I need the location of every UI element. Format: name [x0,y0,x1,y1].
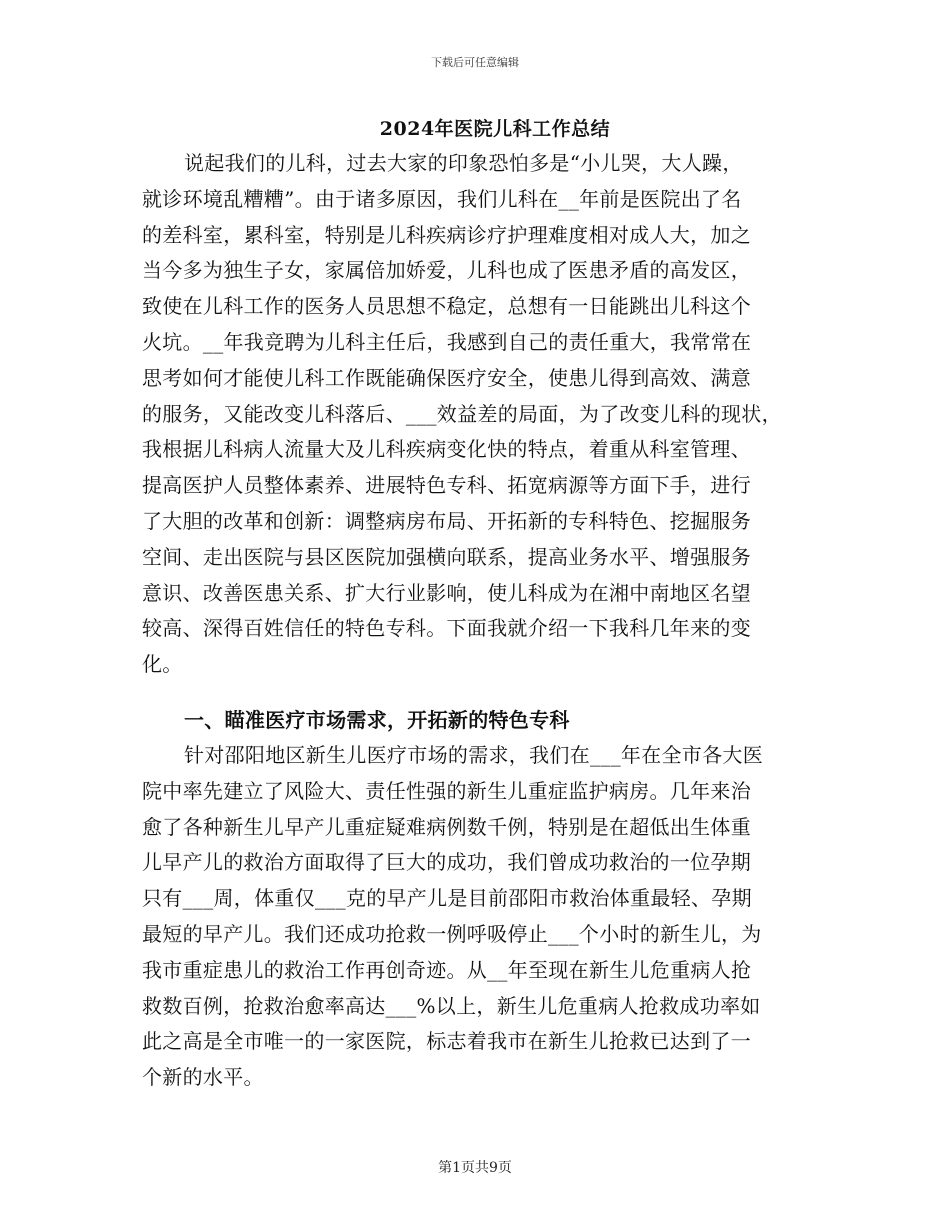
paragraph-line: 愈了各种新生儿早产儿重症疑难病例数千例，特别是在超低出生体重 [142,814,751,839]
paragraph-line: 院中率先建立了风险大、责任性强的新生儿重症监护病房。几年来治 [142,778,751,803]
paragraph-line: 化。 [142,652,183,677]
paragraph-line: 当今多为独生子女，家属倍加娇爱，儿科也成了医患矛盾的高发区， [142,258,751,283]
paragraph-line: 说起我们的儿科，过去大家的印象恐怕多是“小儿哭，大人躁， [184,151,743,175]
paragraph-line: 火坑。__年我竞聘为儿科主任后，我感到自己的责任重大，我常常在 [142,329,752,354]
paragraph-line: 意识、改善医患关系、扩大行业影响，使儿科成为在湘中南地区名望 [142,580,751,605]
paragraph-line: 的服务，又能改变儿科落后、___效益差的局面，为了改变儿科的现状， [142,401,782,426]
paragraph-line: 提高医护人员整体素养、进展特色专科、拓宽病源等方面下手，进行 [142,473,751,498]
paragraph-line: 我市重症患儿的救治工作再创奇迹。从__年至现在新生儿危重病人抢 [142,957,752,982]
header-note: 下载后可任意编辑 [431,56,519,69]
section-heading: 一、瞄准医疗市场需求，开拓新的特色专科 [184,708,570,732]
paragraph-line: 我根据儿科病人流量大及儿科疾病变化快的特点，着重从科室管理、 [142,437,751,462]
paragraph-line: 救数百例，抢救治愈率高达___%以上，新生儿危重病人抢救成功率如 [142,993,761,1018]
paragraph-line: 思考如何才能使儿科工作既能确保医疗安全，使患儿得到高效、满意 [142,365,751,390]
document-title: 2024年医院儿科工作总结 [379,118,611,140]
paragraph-line: 儿早产儿的救治方面取得了巨大的成功，我们曾成功救治的一位孕期 [142,850,751,875]
page-number-footer: 第1页共9页 [438,1160,512,1176]
paragraph-line: 致使在儿科工作的医务人员思想不稳定，总想有一日能跳出儿科这个 [142,294,751,319]
paragraph-line: 针对邵阳地区新生儿医疗市场的需求，我们在___年在全市各大医 [184,743,763,767]
paragraph-line: 了大胆的改革和创新：调整病房布局、开拓新的专科特色、挖掘服务 [142,508,751,533]
section-paragraph [142,738,822,1096]
paragraph-line: 最短的早产儿。我们还成功抢救一例呼吸停止___个小时的新生儿，为 [142,921,762,946]
paragraph-line: 就诊环境乱糟糟”。由于诸多原因，我们儿科在__年前是医院出了名 [142,186,742,211]
paragraph-line: 的差科室，累科室，特别是儿科疾病诊疗护理难度相对成人大，加之 [142,222,751,247]
paragraph-line: 此之高是全市唯一的一家医院，标志着我市在新生儿抢救已达到了一 [142,1029,751,1054]
paragraph-line: 空间、走出医院与县区医院加强横向联系，提高业务水平、增强服务 [142,544,751,569]
paragraph-line: 个新的水平。 [142,1065,264,1090]
intro-paragraph [142,146,822,683]
paragraph-line: 只有___周，体重仅___克的早产儿是目前邵阳市救治体重最轻、孕期 [142,886,752,911]
paragraph-line: 较高、深得百姓信任的特色专科。下面我就介绍一下我科几年来的变 [142,616,751,641]
